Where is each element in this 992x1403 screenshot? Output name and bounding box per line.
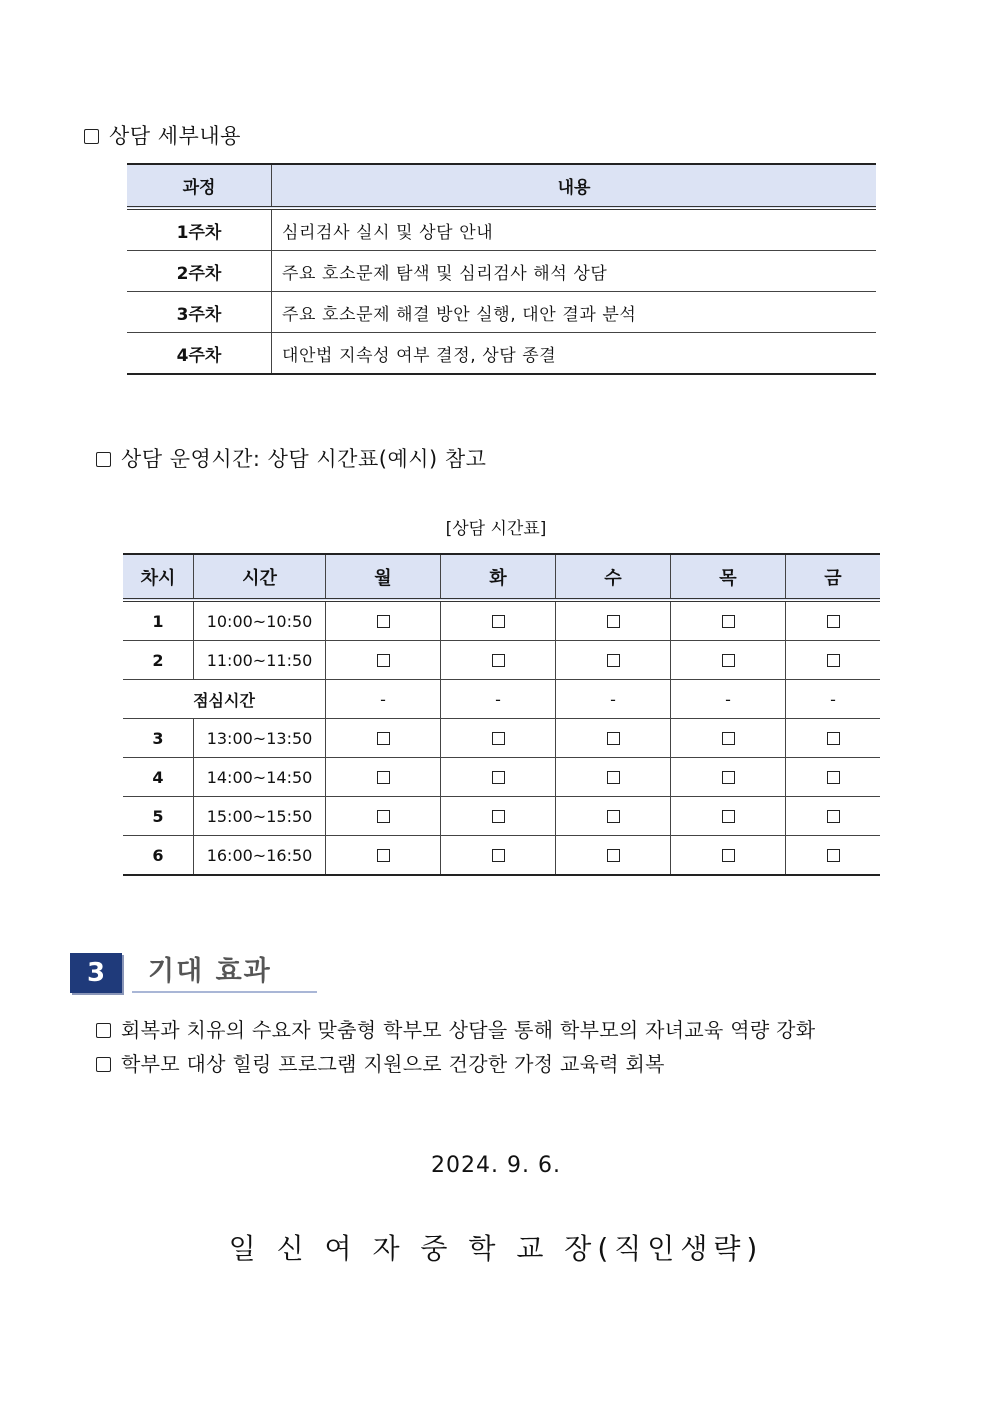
- header-session: 차시: [123, 554, 194, 600]
- table-row: [127, 208, 876, 251]
- checkbox-mon[interactable]: [377, 810, 390, 823]
- checkbox-wed[interactable]: [607, 615, 620, 628]
- time-slot: 16:00~16:50: [194, 836, 326, 876]
- signer: 일 신 여 자 중 학 교 장(직인생략): [228, 1232, 764, 1265]
- table-row: [123, 719, 880, 758]
- checkbox-icon: [96, 1023, 111, 1038]
- session-number: 3: [123, 719, 194, 758]
- checkbox-thu[interactable]: [722, 849, 735, 862]
- list-item-text: 회복과 치유의 수요자 맞춤형 학부모 상담을 통해 학부모의 자녀교육 역량 강화: [121, 1018, 816, 1042]
- checkbox-wed[interactable]: [607, 810, 620, 823]
- document-date: 2024. 9. 6.: [431, 1153, 561, 1178]
- detail-table: [127, 163, 876, 375]
- checkbox-mon[interactable]: [377, 615, 390, 628]
- schedule-heading: [96, 443, 486, 473]
- checkbox-fri[interactable]: [827, 732, 840, 745]
- list-item: [96, 1048, 665, 1077]
- lunch-label: 점심시간: [123, 680, 326, 719]
- detail-heading-text: 상담 세부내용: [109, 124, 241, 148]
- content-cell: 주요 호소문제 해결 방안 실행, 대안 결과 분석: [272, 292, 877, 333]
- session-number: 2: [123, 641, 194, 680]
- header-mon: 월: [326, 554, 441, 600]
- checkbox-mon[interactable]: [377, 849, 390, 862]
- checkbox-fri[interactable]: [827, 654, 840, 667]
- schedule-title: [상담 시간표]: [445, 519, 547, 539]
- checkbox-thu[interactable]: [722, 810, 735, 823]
- schedule-table: [123, 553, 880, 876]
- checkbox-wed[interactable]: [607, 654, 620, 667]
- checkbox-tue[interactable]: [492, 732, 505, 745]
- checkbox-thu[interactable]: [722, 732, 735, 745]
- time-slot: 10:00~10:50: [194, 600, 326, 641]
- lunch-mark: -: [441, 680, 556, 719]
- session-number: 5: [123, 797, 194, 836]
- stage-cell: 4주차: [127, 333, 272, 375]
- session-number: 4: [123, 758, 194, 797]
- lunch-row: [123, 680, 880, 719]
- content-cell: 심리검사 실시 및 상담 안내: [272, 208, 877, 251]
- section-number-badge: 3: [70, 953, 122, 993]
- checkbox-icon: [96, 452, 111, 467]
- time-slot: 15:00~15:50: [194, 797, 326, 836]
- table-row: [127, 333, 876, 375]
- checkbox-tue[interactable]: [492, 654, 505, 667]
- stage-cell: 1주차: [127, 208, 272, 251]
- table-row: [123, 600, 880, 641]
- table-row: [123, 797, 880, 836]
- checkbox-wed[interactable]: [607, 849, 620, 862]
- lunch-mark: -: [556, 680, 671, 719]
- section-title: 기대 효과: [132, 953, 317, 993]
- detail-heading: [84, 120, 241, 150]
- checkbox-mon[interactable]: [377, 732, 390, 745]
- table-row: [123, 836, 880, 876]
- header-thu: 목: [671, 554, 786, 600]
- checkbox-fri[interactable]: [827, 771, 840, 784]
- checkbox-fri[interactable]: [827, 615, 840, 628]
- checkbox-thu[interactable]: [722, 654, 735, 667]
- session-number: 6: [123, 836, 194, 876]
- stage-cell: 2주차: [127, 251, 272, 292]
- header-stage: 과정: [127, 164, 272, 208]
- checkbox-wed[interactable]: [607, 732, 620, 745]
- header-content: 내용: [272, 164, 877, 208]
- list-item-text: 학부모 대상 힐링 프로그램 지원으로 건강한 가정 교육력 회복: [121, 1052, 665, 1076]
- lunch-mark: -: [786, 680, 881, 719]
- checkbox-mon[interactable]: [377, 771, 390, 784]
- checkbox-fri[interactable]: [827, 849, 840, 862]
- header-wed: 수: [556, 554, 671, 600]
- lunch-mark: -: [326, 680, 441, 719]
- checkbox-icon: [84, 129, 99, 144]
- checkbox-fri[interactable]: [827, 810, 840, 823]
- checkbox-tue[interactable]: [492, 810, 505, 823]
- schedule-header-row: [123, 554, 880, 600]
- checkbox-icon: [96, 1057, 111, 1072]
- content-cell: 주요 호소문제 탐색 및 심리검사 해석 상담: [272, 251, 877, 292]
- checkbox-thu[interactable]: [722, 771, 735, 784]
- schedule-heading-text: 상담 운영시간: 상담 시간표(예시) 참고: [121, 447, 487, 471]
- header-tue: 화: [441, 554, 556, 600]
- header-fri: 금: [786, 554, 881, 600]
- list-item: [96, 1014, 815, 1043]
- content-cell: 대안법 지속성 여부 결정, 상담 종결: [272, 333, 877, 375]
- detail-header-row: [127, 164, 876, 208]
- checkbox-mon[interactable]: [377, 654, 390, 667]
- checkbox-thu[interactable]: [722, 615, 735, 628]
- time-slot: 14:00~14:50: [194, 758, 326, 797]
- table-row: [127, 292, 876, 333]
- checkbox-tue[interactable]: [492, 849, 505, 862]
- table-row: [123, 641, 880, 680]
- checkbox-wed[interactable]: [607, 771, 620, 784]
- session-number: 1: [123, 600, 194, 641]
- checkbox-tue[interactable]: [492, 771, 505, 784]
- checkbox-tue[interactable]: [492, 615, 505, 628]
- header-time: 시간: [194, 554, 326, 600]
- table-row: [127, 251, 876, 292]
- table-row: [123, 758, 880, 797]
- time-slot: 13:00~13:50: [194, 719, 326, 758]
- stage-cell: 3주차: [127, 292, 272, 333]
- time-slot: 11:00~11:50: [194, 641, 326, 680]
- lunch-mark: -: [671, 680, 786, 719]
